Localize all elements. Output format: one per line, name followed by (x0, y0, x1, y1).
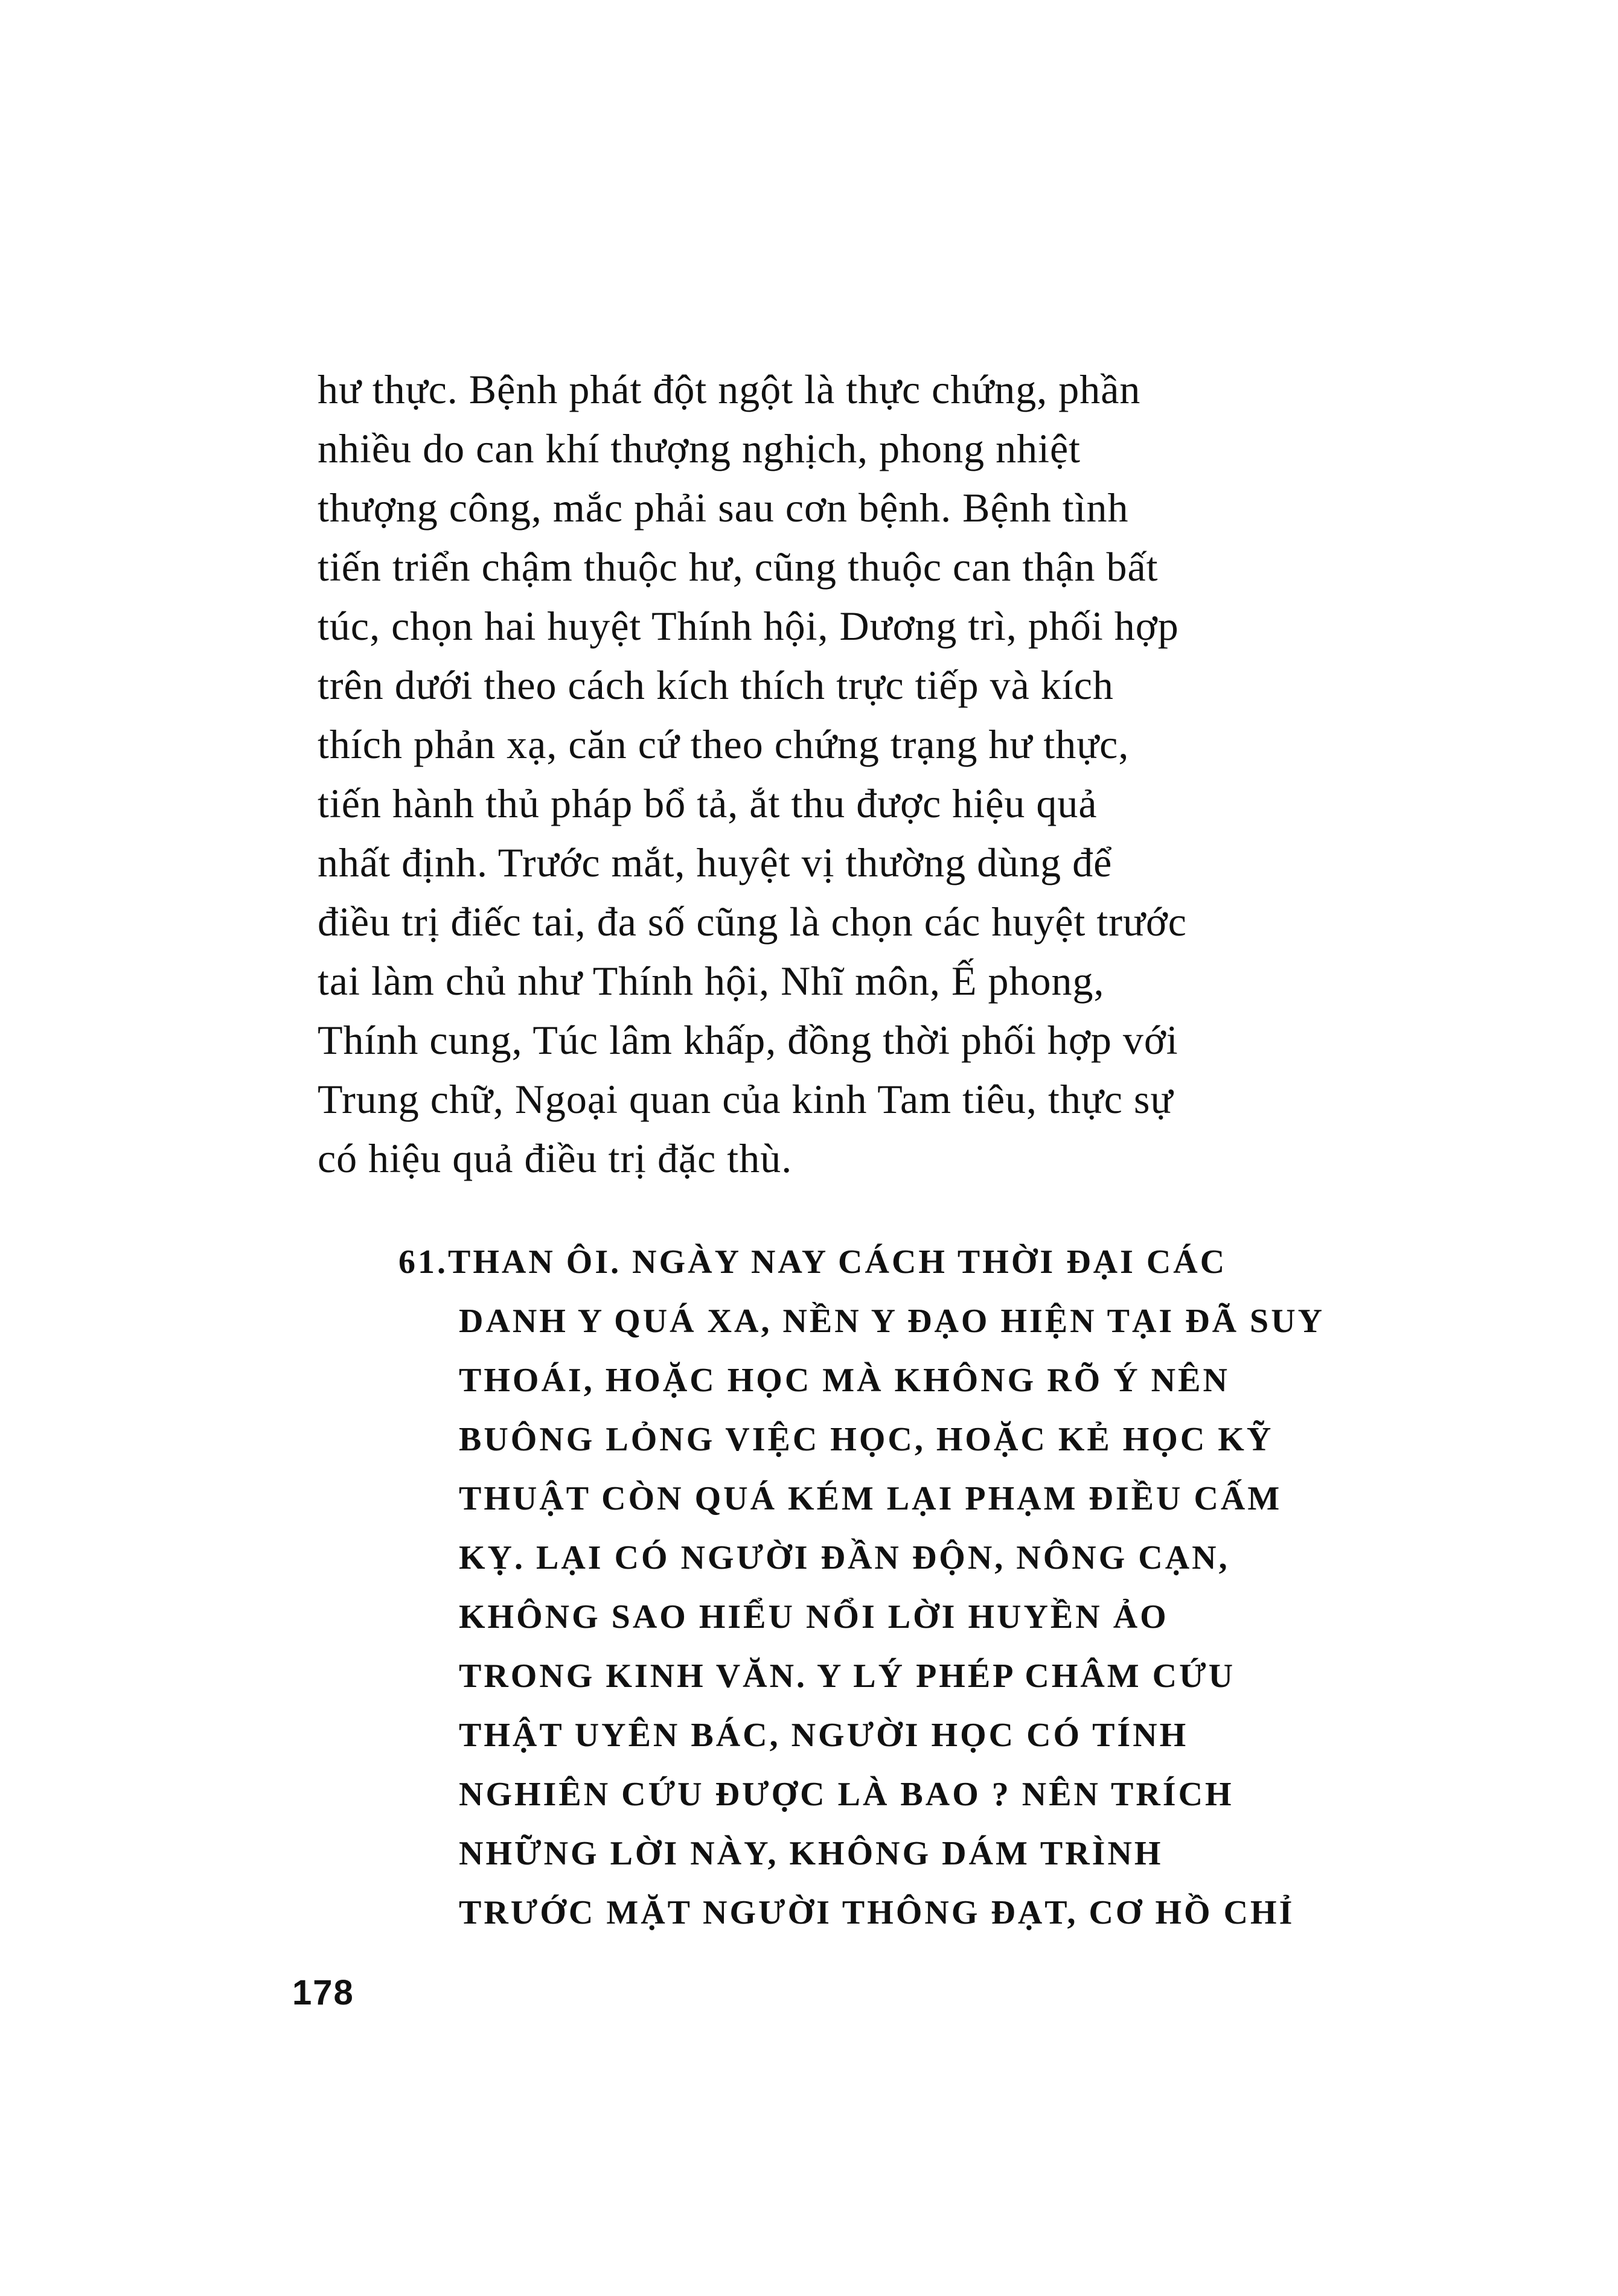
body-line: thượng công, mắc phải sau cơn bệnh. Bệnh tình (318, 485, 1129, 531)
quote-line: KHÔNG SAO HIỂU NỔI LỜI HUYỀN ẢO (459, 1598, 1169, 1636)
body-line: tai làm chủ như Thính hội, Nhĩ môn, Ế phong, (318, 958, 1105, 1004)
quote-line: THUẬT CÒN QUÁ KÉM LẠI PHẠM ĐIỀU CẤM (459, 1480, 1282, 1517)
quote-line: THẬT UYÊN BÁC, NGƯỜI HỌC CÓ TÍNH (459, 1717, 1189, 1754)
section-61-quote (398, 1233, 1401, 1942)
body-line: điều trị điếc tai, đa số cũng là chọn các huyệt trước (318, 899, 1187, 945)
body-line: tiến triển chậm thuộc hư, cũng thuộc can thận bất (318, 544, 1159, 590)
body-line: thích phản xạ, căn cứ theo chứng trạng hư thực, (318, 721, 1130, 767)
body-line: Trung chữ, Ngoại quan của kinh Tam tiêu, thực sự (318, 1076, 1174, 1122)
body-line: trên dưới theo cách kích thích trực tiếp và kích (318, 662, 1114, 708)
quote-line: TRƯỚC MẶT NGƯỜI THÔNG ĐẠT, CƠ HỒ CHỈ (459, 1894, 1295, 1931)
page-number: 178 (292, 1973, 354, 2012)
body-line: túc, chọn hai huyệt Thính hội, Dương trì, phối hợp (318, 603, 1179, 649)
body-line: có hiệu quả điều trị đặc thù. (318, 1135, 793, 1181)
quote-line: DANH Y QUÁ XA, NỀN Y ĐẠO HIỆN TẠI ĐÃ SUY (459, 1303, 1325, 1340)
quote-line: KỴ. LẠI CÓ NGƯỜI ĐẦN ĐỘN, NÔNG CẠN, (459, 1539, 1230, 1577)
body-line: tiến hành thủ pháp bổ tả, ắt thu được hiệu quả (318, 780, 1098, 826)
body-line: nhiều do can khí thượng nghịch, phong nhiệt (318, 426, 1081, 471)
quote-line: BUÔNG LỎNG VIỆC HỌC, HOẶC KẺ HỌC KỸ (459, 1421, 1274, 1458)
quote-line: NGHIÊN CỨU ĐƯỢC LÀ BAO ? NÊN TRÍCH (459, 1776, 1234, 1813)
body-line: nhất định. Trước mắt, huyệt vị thường dùng để (318, 840, 1113, 885)
quote-line: THOÁI, HOẶC HỌC MÀ KHÔNG RÕ Ý NÊN (459, 1362, 1230, 1399)
body-paragraph (318, 360, 1398, 1188)
body-line: Thính cung, Túc lâm khấp, đồng thời phối hợp với (318, 1017, 1178, 1063)
quote-line: TRONG KINH VĂN. Y LÝ PHÉP CHÂM CỨU (459, 1657, 1236, 1695)
quote-line: NHỮNG LỜI NÀY, KHÔNG DÁM TRÌNH (459, 1835, 1163, 1872)
body-line: hư thực. Bệnh phát đột ngột là thực chứng, phần (318, 366, 1141, 412)
quote-line: 61.THAN ÔI. NGÀY NAY CÁCH THỜI ĐẠI CÁC (398, 1243, 1227, 1281)
